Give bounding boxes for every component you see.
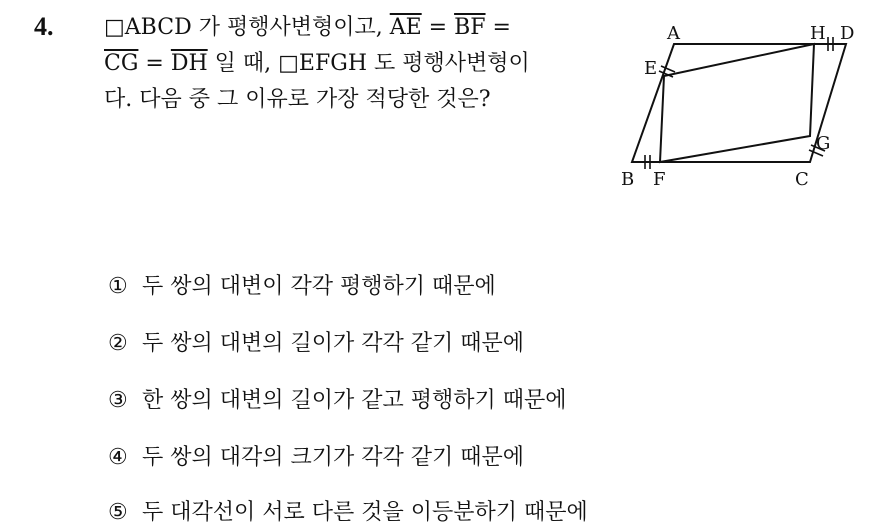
choice-text: 두 대각선이 서로 다른 것을 이등분하기 때문에	[142, 500, 588, 525]
choice-marker: ④	[108, 445, 128, 470]
equals-sign: =	[421, 15, 455, 40]
choice-3[interactable]	[108, 386, 567, 416]
choice-marker: ②	[108, 331, 128, 356]
equals-sign: =	[138, 51, 171, 76]
choice-4[interactable]	[108, 443, 524, 473]
choice-marker: ③	[108, 388, 128, 413]
choice-text: 두 쌍의 대변이 각각 평행하기 때문에	[142, 274, 496, 299]
parallelogram-figure	[618, 18, 868, 198]
question-line-1	[104, 14, 511, 42]
choice-marker: ⑤	[108, 500, 128, 525]
question-line-2	[104, 50, 530, 78]
label-e: E	[644, 58, 658, 79]
tick-mark-ae	[661, 66, 675, 72]
choice-1[interactable]	[108, 272, 496, 302]
label-b: B	[621, 169, 635, 190]
label-g: G	[816, 133, 831, 154]
choice-text: 한 쌍의 대변의 길이가 같고 평행하기 때문에	[142, 388, 567, 413]
label-d: D	[840, 23, 855, 44]
segment-ae: $\overline{AE}$	[389, 15, 422, 40]
question-text: □ABCD 가 평행사변형이고,	[104, 15, 390, 40]
choice-marker: ①	[108, 274, 128, 299]
equals-sign: =	[485, 15, 511, 40]
segment-cg: $\overline{CG}$	[104, 51, 139, 76]
parallelogram-efgh	[660, 44, 814, 162]
label-f: F	[653, 169, 666, 190]
choice-text: 두 쌍의 대변의 길이가 각각 같기 때문에	[142, 331, 524, 356]
segment-dh: $\overline{DH}$	[170, 51, 208, 76]
choice-2[interactable]	[108, 329, 524, 359]
question-line-3: 다. 다음 중 그 이유로 가장 적당한 것은?	[104, 87, 491, 112]
label-a: A	[667, 23, 680, 44]
choice-text: 두 쌍의 대각의 크기가 각각 같기 때문에	[142, 445, 524, 470]
question-number: 4.	[34, 12, 54, 41]
question-text: 일 때, □EFGH 도 평행사변형이	[207, 51, 530, 76]
label-c: C	[795, 169, 809, 190]
segment-bf: $\overline{BF}$	[454, 15, 486, 40]
choice-5[interactable]	[108, 498, 588, 528]
label-h: H	[810, 23, 826, 44]
